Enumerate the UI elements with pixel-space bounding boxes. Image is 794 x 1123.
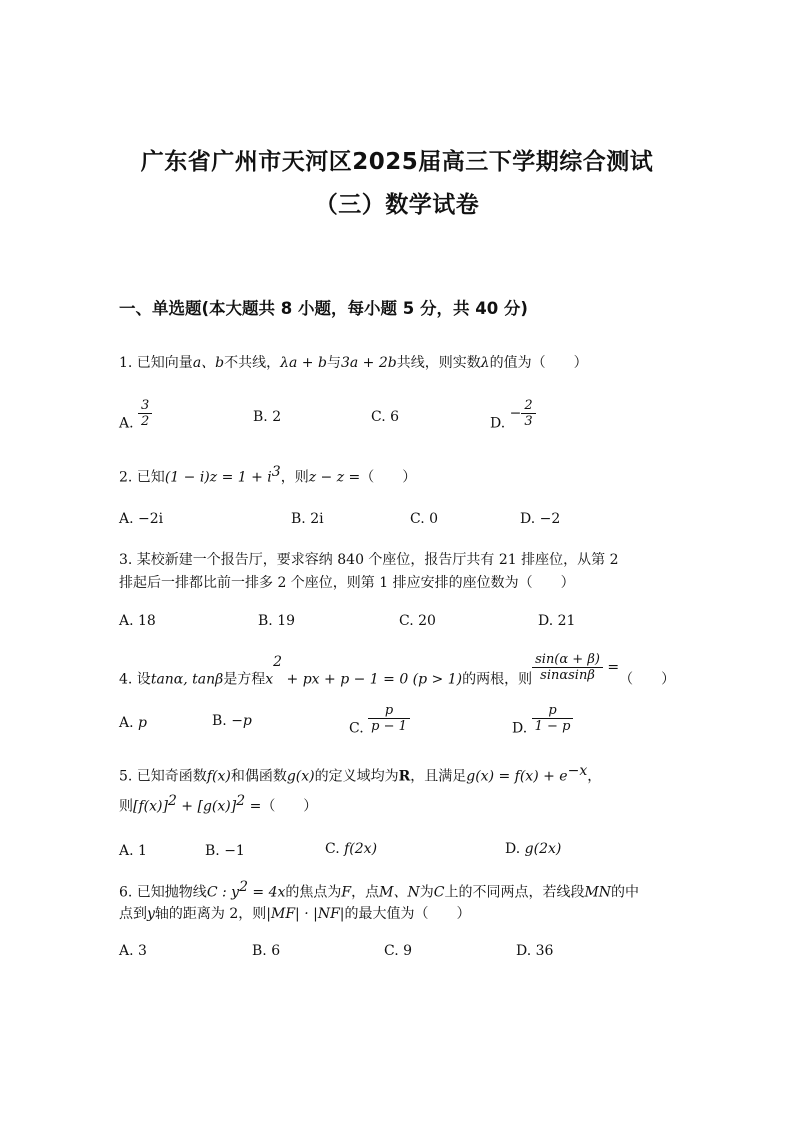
option-label: D. xyxy=(520,511,536,527)
question-5-stem-line1 xyxy=(119,763,601,786)
q5-option-d[interactable] xyxy=(505,841,561,857)
q4-math: tanα, tanβ xyxy=(150,671,224,688)
q4-option-c[interactable] xyxy=(349,703,410,737)
option-label: B. xyxy=(212,713,227,729)
q6-math: M、N xyxy=(379,884,420,901)
option-label: C. xyxy=(399,613,414,629)
q5-text: 的定义域均为 xyxy=(314,768,399,785)
option-label: C. xyxy=(384,943,399,959)
q6-text: 上的不同两点，若线段 xyxy=(444,884,585,901)
question-3-stem-line1: 3. 某校新建一个报告厅，要求容纳 840 个座位，报告厅共有 21 排座位，从第 2 xyxy=(119,552,619,568)
q6-math: C : y xyxy=(206,884,240,901)
q5-text: 则 xyxy=(119,798,133,815)
question-5-stem-line2 xyxy=(119,793,317,816)
q4-option-b[interactable] xyxy=(212,713,252,729)
option-value: 21 xyxy=(557,613,576,629)
q6-math: MN xyxy=(584,884,612,901)
option-value: 2i xyxy=(310,511,324,527)
option-value: 3 xyxy=(138,943,147,959)
fraction xyxy=(532,703,574,734)
q6-text: 6. 已知抛物线 xyxy=(119,884,207,901)
q3-option-d[interactable] xyxy=(538,613,575,629)
q6-option-a[interactable] xyxy=(119,943,147,959)
option-label: C. xyxy=(410,511,425,527)
q6-math: y xyxy=(147,906,155,922)
q2-text: 2. 已知 xyxy=(119,469,165,486)
option-value: 2 xyxy=(272,409,282,425)
q5-exponent: 2 xyxy=(236,793,246,809)
q4-fraction xyxy=(532,652,603,683)
fraction xyxy=(138,398,152,429)
q6-exponent: 2 xyxy=(239,879,248,895)
option-value: p xyxy=(138,715,147,731)
option-value: 18 xyxy=(138,613,156,629)
option-value: 6 xyxy=(390,409,400,425)
q1-text: 不共线， xyxy=(224,355,281,371)
option-label: B. xyxy=(205,843,220,859)
question-4-stem xyxy=(119,652,675,689)
option-value: 1 xyxy=(138,843,147,859)
fraction xyxy=(521,398,535,429)
q6-text: 点到 xyxy=(119,906,147,922)
q5-exponent: 2 xyxy=(167,793,177,809)
numerator: 2 xyxy=(524,398,533,413)
option-value: g(2x) xyxy=(524,841,562,857)
option-label: D. xyxy=(538,613,554,629)
q5-option-b[interactable] xyxy=(205,843,245,859)
q5-math: g(x) xyxy=(286,768,315,785)
denominator: sinαsinβ xyxy=(532,667,603,683)
q1-math-expr2: 3a + 2b xyxy=(340,355,397,371)
option-label: D. xyxy=(516,943,532,959)
q6-option-d[interactable] xyxy=(516,943,553,959)
q6-text: ，点 xyxy=(351,884,380,901)
option-value: −2 xyxy=(539,511,561,527)
option-label: A. xyxy=(119,415,134,432)
denominator: p − 1 xyxy=(368,718,410,734)
option-value: −1 xyxy=(224,843,245,859)
denominator: 3 xyxy=(521,413,535,429)
q3-option-a[interactable] xyxy=(119,613,156,629)
fraction xyxy=(368,703,410,734)
question-3-stem-line2: 排起后一排都比前一排多 2 个座位，则第 1 排应安排的座位数为（ ） xyxy=(119,575,575,591)
numerator: sin(α + β) xyxy=(535,652,600,667)
option-label: C. xyxy=(325,841,340,857)
q2-math: z − z = xyxy=(308,469,361,486)
option-sign: − xyxy=(509,405,522,422)
q1-text: 1. 已知向量 xyxy=(119,355,193,371)
q4-text: 的两根，则 xyxy=(462,671,533,688)
q6-text: 的中 xyxy=(611,884,640,901)
q1-math-vectors: a、b xyxy=(192,355,225,371)
option-value: 20 xyxy=(418,613,436,629)
q1-text: 的值为（ ） xyxy=(489,355,588,371)
q1-math-expr1: λa + b xyxy=(280,355,327,371)
option-label: A. xyxy=(119,511,134,527)
question-2-stem xyxy=(119,464,416,487)
q5-exponent: −x xyxy=(567,763,588,779)
option-value: 6 xyxy=(271,943,281,959)
q4-math: + px + p − 1 = 0 (p > 1) xyxy=(282,671,463,688)
option-label: D. xyxy=(505,841,521,857)
q4-option-a[interactable] xyxy=(119,715,147,731)
option-label: B. xyxy=(258,613,273,629)
option-label: A. xyxy=(119,715,134,731)
q2-math: (1 − i)z = 1 + i xyxy=(164,469,272,486)
q6-math: |MF| · |NF| xyxy=(266,906,345,922)
q4-text: 是方程 xyxy=(223,671,266,688)
q4-text: （ ） xyxy=(619,671,676,688)
question-6-stem-line2 xyxy=(119,903,471,923)
option-label: A. xyxy=(119,613,134,629)
option-value: −2i xyxy=(138,511,164,527)
option-value: −p xyxy=(231,713,252,729)
denominator: 1 − p xyxy=(532,718,574,734)
q3-option-b[interactable] xyxy=(258,613,295,629)
q5-math-R: R xyxy=(398,768,411,785)
q6-math: = 4x xyxy=(247,884,286,901)
q1-option-c[interactable] xyxy=(371,409,399,425)
q2-option-a[interactable] xyxy=(119,511,163,527)
q5-text: 5. 已知奇函数 xyxy=(119,768,207,785)
option-label: A. xyxy=(119,943,134,959)
q1-math-lambda: λ xyxy=(480,355,490,371)
q4-math: x xyxy=(265,671,274,688)
q4-exponent: 2 xyxy=(273,653,283,670)
q4-text: 4. 设 xyxy=(119,671,151,688)
option-value: 36 xyxy=(535,943,554,959)
q2-text: （ ） xyxy=(360,469,417,486)
section-heading: 一、单选题(本大题共 8 小题，每小题 5 分，共 40 分) xyxy=(119,299,528,318)
q2-text: ，则 xyxy=(280,469,309,486)
document-title-line1: 广东省广州市天河区2025届高三下学期综合测试 xyxy=(140,149,654,175)
option-label: B. xyxy=(291,511,306,527)
q3-option-c[interactable] xyxy=(399,613,436,629)
q5-math: f(x) xyxy=(206,768,231,785)
q5-option-c[interactable] xyxy=(325,841,377,857)
q2-option-d[interactable] xyxy=(520,511,560,527)
q5-math: = xyxy=(245,798,262,815)
question-6-stem-line1 xyxy=(119,879,639,902)
q5-math: [f(x)] xyxy=(133,798,168,815)
q2-option-c[interactable] xyxy=(410,511,438,527)
option-label: B. xyxy=(252,943,267,959)
q6-math: F xyxy=(341,884,352,901)
option-label: D. xyxy=(512,720,528,737)
option-label: C. xyxy=(349,720,364,737)
q4-math: = xyxy=(602,659,620,676)
q5-option-a[interactable] xyxy=(119,843,147,859)
denominator: 2 xyxy=(138,413,152,429)
document-title-line2: （三）数学试卷 xyxy=(314,192,480,218)
q1-text: 共线，则实数 xyxy=(396,355,481,371)
q1-option-a[interactable] xyxy=(119,398,152,432)
option-value: 0 xyxy=(429,511,439,527)
option-value: 9 xyxy=(403,943,413,959)
option-label: B. xyxy=(253,409,268,425)
q6-math: C xyxy=(433,884,445,901)
option-label: A. xyxy=(119,843,134,859)
q5-math: + [g(x)] xyxy=(176,798,237,815)
q6-text: 的焦点为 xyxy=(285,884,342,901)
option-label: D. xyxy=(490,415,506,432)
q6-text: 轴的距离为 2，则 xyxy=(154,906,267,922)
q1-text: 与 xyxy=(326,355,341,371)
q5-text: 和偶函数 xyxy=(230,768,287,785)
numerator: p xyxy=(548,703,557,718)
numerator: 3 xyxy=(141,398,150,413)
q2-option-b[interactable] xyxy=(291,511,324,527)
q5-text: ，且满足 xyxy=(410,768,467,785)
q5-math: g(x) = f(x) + e xyxy=(466,768,568,785)
q5-text: ， xyxy=(587,768,602,785)
q6-option-b[interactable] xyxy=(252,943,280,959)
q6-text: 为 xyxy=(419,884,434,901)
q6-option-c[interactable] xyxy=(384,943,412,959)
option-label: C. xyxy=(371,409,386,425)
q5-text: （ ） xyxy=(261,798,318,815)
question-1-stem xyxy=(119,352,588,372)
q6-text: 的最大值为（ ） xyxy=(344,906,471,922)
option-value: 19 xyxy=(277,613,296,629)
q4-option-d[interactable] xyxy=(512,703,573,737)
q2-exponent: 3 xyxy=(271,464,281,480)
option-value: f(2x) xyxy=(344,841,378,857)
q1-option-b[interactable] xyxy=(253,409,281,425)
numerator: p xyxy=(384,703,394,718)
q1-option-d[interactable] xyxy=(490,398,536,432)
